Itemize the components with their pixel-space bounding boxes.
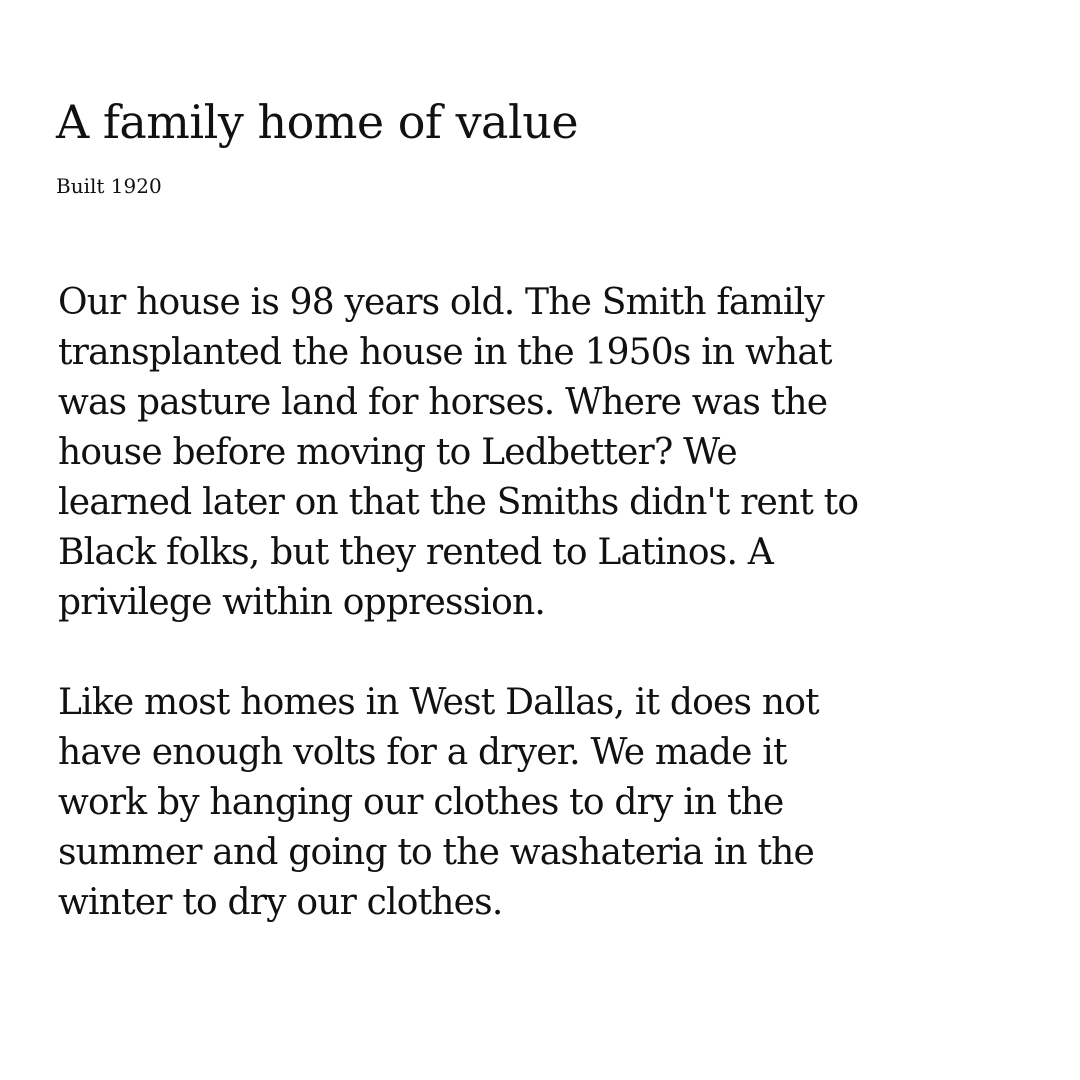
text-line: privilege within oppression.: [58, 582, 545, 623]
text-line: learned later on that the Smiths didn't rent to: [58, 482, 859, 523]
text-line: Our house is 98 years old. The Smith family: [58, 282, 824, 323]
text-line: summer and going to the washateria in the: [58, 832, 815, 873]
paragraph-dryer: [58, 678, 1058, 928]
body-text: [58, 278, 1058, 928]
text-line: Like most homes in West Dallas, it does not: [58, 682, 819, 723]
text-line: was pasture land for horses. Where was the: [58, 382, 828, 423]
paragraph-history: [58, 278, 1058, 628]
text-line: house before moving to Ledbetter? We: [58, 432, 737, 473]
text-line: winter to dry our clothes.: [58, 882, 503, 923]
text-line: have enough volts for a dryer. We made it: [58, 732, 787, 773]
page-subtitle: Built 1920: [56, 174, 162, 198]
text-line: Black folks, but they rented to Latinos. A: [58, 532, 773, 573]
text-line: transplanted the house in the 1950s in what: [58, 332, 832, 373]
text-line: work by hanging our clothes to dry in the: [58, 782, 784, 823]
page-title: A family home of value: [56, 95, 579, 149]
